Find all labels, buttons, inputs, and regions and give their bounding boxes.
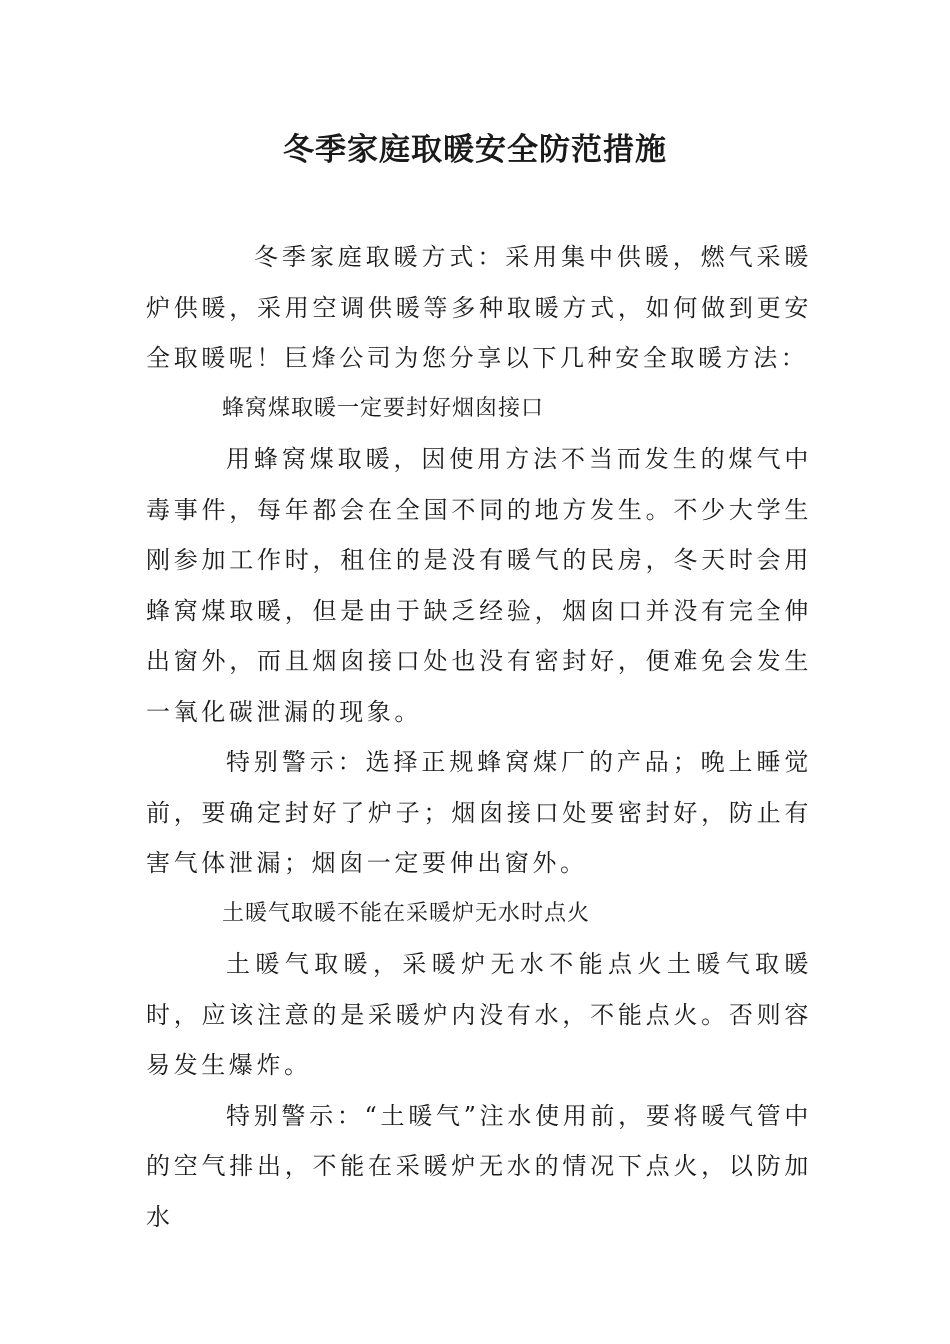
warning-paragraph: 特别警示：选择正规蜂窝煤厂的产品；晚上睡觉前，要确定封好了炉子；烟囱接口处要密封好，防止有害气体泄漏；烟囱一定要伸出窗外。 [146, 748, 812, 877]
section-heading-home-heating: 土暖气取暖不能在采暖炉无水时点火 [222, 900, 591, 926]
document-title: 冬季家庭取暖安全防范措施 [283, 132, 667, 168]
section-heading-honeycomb-coal: 蜂窝煤取暖一定要封好烟囱接口 [222, 395, 545, 421]
intro-paragraph: 冬季家庭取暖方式：采用集中供暖，燃气采暖炉供暖，采用空调供暖等多种取暖方式，如何做到更安全取暖呢！巨烽公司为您分享以下几种安全取暖方法： [146, 243, 812, 372]
body-paragraph: 用蜂窝煤取暖，因使用方法不当而发生的煤气中毒事件，每年都会在全国不同的地方发生。不少大学生刚参加工作时，租住的是没有暖气的民房，冬天时会用蜂窝煤取暖，但是由于缺乏经验，烟囱口并没有完全伸出窗外，而且烟囱接口处也没有密封好，便难免会发生一氧化碳泄漏的现象。 [146, 445, 812, 726]
document-body [146, 232, 812, 1242]
body-paragraph: 土暖气取暖，采暖炉无水不能点火土暖气取暖时，应该注意的是采暖炉内没有水，不能点火。否则容易发生爆炸。 [146, 950, 812, 1079]
warning-paragraph: 特别警示：“土暖气”注水使用前，要将暖气管中的空气排出，不能在采暖炉无水的情况下点火，以防加水 [146, 1101, 812, 1231]
